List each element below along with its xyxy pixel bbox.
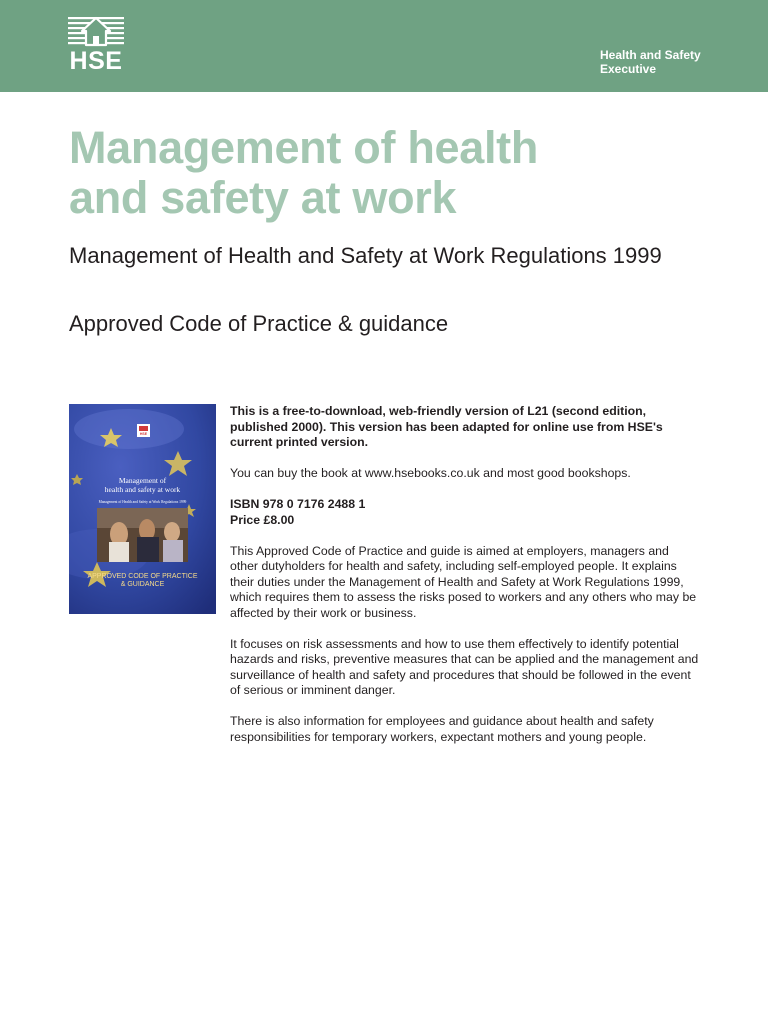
hse-house-icon	[68, 16, 124, 50]
summary-paragraph: It focuses on risk assessments and how to use them effectively to identify potential hazards and risks, preventive measures that can be applied and the management and surveillance of health and safety and procedures that should be followed in the event of serious or imminent danger.	[230, 636, 699, 697]
cover-title-line1: Management of	[118, 476, 167, 485]
cover-subtitle: Management of Health and Safety at Work Regulations 1999	[98, 500, 187, 504]
cover-title	[69, 476, 216, 494]
price: Price £8.00	[230, 512, 295, 527]
summary-paragraph: This Approved Code of Practice and guide is aimed at employers, managers and other dutyholders for health and safety, including self-employed people. It explains their duties under the Management of Health and Safety at Work Regulations 1999, which requires them to assess the risks posed to workers and any others who may be affected by their work or business.	[230, 543, 697, 620]
cover-acop-label	[69, 573, 216, 589]
header-banner	[0, 0, 768, 92]
hse-logo-text: HSE	[69, 47, 123, 75]
purchase-info: You can buy the book at www.hsebooks.co.uk and most good bookshops.	[230, 466, 631, 480]
page-title	[69, 123, 538, 223]
description-column	[230, 404, 700, 761]
hse-logo[interactable]	[68, 16, 124, 74]
cover-acop-line2: & GUIDANCE	[120, 581, 165, 588]
book-cover-image	[69, 404, 216, 614]
cover-hse-logo-text: HSE	[139, 432, 148, 436]
isbn-block	[230, 497, 700, 528]
organization-name	[600, 48, 701, 76]
page-title-line1: Management of health	[69, 122, 539, 173]
summary-paragraph: There is also information for employees and guidance about health and safety responsibilities for temporary workers, expectant mothers and young people.	[230, 714, 654, 744]
organization-name-line2: Executive	[600, 62, 657, 76]
regulations-subtitle: Management of Health and Safety at Work Regulations 1999	[69, 243, 662, 268]
cover-title-line2: health and safety at work	[104, 485, 181, 494]
page-title-line2: and safety at work	[69, 172, 457, 223]
organization-name-line1: Health and Safety	[600, 48, 701, 62]
code-of-practice-label: Approved Code of Practice & guidance	[69, 311, 449, 336]
cover-acop-line1: APPROVED CODE OF PRACTICE	[87, 573, 198, 580]
intro-paragraph: This is a free-to-download, web-friendly version of L21 (second edition, published 2000). This version has been adapted for online use from HSE's current printed version.	[230, 404, 663, 449]
isbn-number: ISBN 978 0 7176 2488 1	[230, 497, 366, 511]
